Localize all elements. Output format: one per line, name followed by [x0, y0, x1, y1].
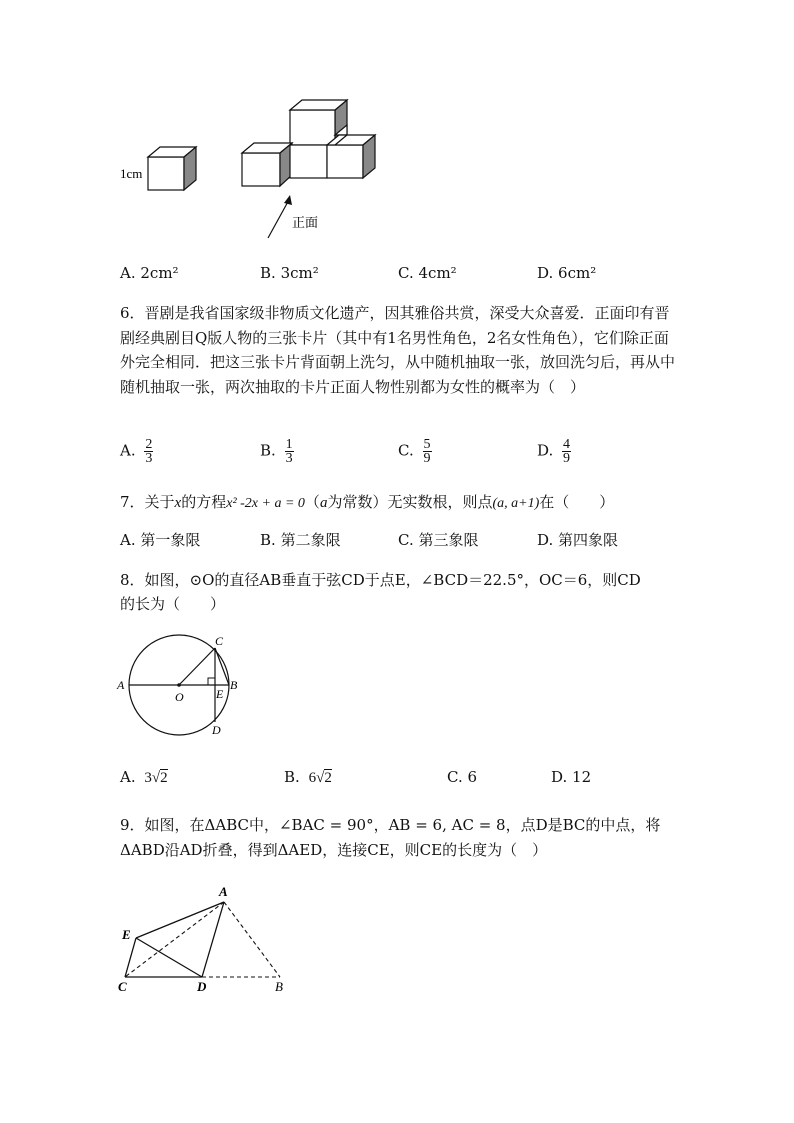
q5-option-c: C. 4cm²: [398, 264, 457, 282]
label-e: E: [122, 927, 131, 942]
label-b: B: [230, 678, 238, 692]
front-label: 正面: [292, 215, 319, 230]
q7-option-d: D. 第四象限: [537, 531, 619, 549]
label-o: O: [175, 690, 184, 704]
q6-option-a: A. $\frac{2}{3}$: [120, 437, 153, 466]
fraction: $\frac{2}{3}$: [145, 437, 153, 466]
q8-option-b: B. 6√2: [284, 768, 332, 786]
unit-label: 1cm: [120, 166, 143, 181]
q5-option-b: B. 3cm²: [260, 264, 319, 282]
q7-option-c: C. 第三象限: [398, 531, 479, 549]
triangle-figure: [112, 882, 297, 997]
q5-option-a: A. 2cm²: [120, 264, 179, 282]
q5-option-d: D. 6cm²: [537, 264, 597, 282]
label-e: E: [216, 687, 224, 701]
front-arrow: [268, 198, 290, 238]
q7-option-b: B. 第二象限: [260, 531, 341, 549]
q7-option-a: A. 第一象限: [120, 531, 201, 549]
stacked-cubes: [242, 100, 375, 186]
label-a: A: [219, 884, 228, 899]
cube-figure: [110, 95, 390, 245]
label-d: D: [197, 979, 207, 994]
fraction: $\frac{5}{9}$: [423, 437, 431, 466]
question-8: 8．如图，⊙O的直径AB垂直于弦CD于点E，∠BCD＝22.5°，OC＝6，则CD 的长为（ ）: [120, 571, 641, 613]
label-b: B: [275, 979, 283, 994]
question-6: 6．晋剧是我省国家级非物质文化遗产，因其雅俗共赏，深受大众喜爱．正面印有晋剧经典剧目Q版人物的三张卡片（其中有1名男性角色，2名女性角色），它们除正面外完全相同．把这三张卡片背面朝上洗匀，从中随机抽取一张，放回洗匀后，再从中随机抽取一张，两次抽取的卡片正面人物性别都为女性的概率为（ ）: [120, 304, 676, 396]
q8-option-d: D. 12: [551, 768, 592, 786]
label-a: A: [117, 678, 125, 692]
fraction: $\frac{4}{9}$: [563, 437, 571, 466]
question-7: 7．关于x的方程x² -2x + a = 0（a为常数）无实数根，则点(a, a+1)在（ ）: [120, 493, 615, 511]
label-d: D: [212, 723, 221, 737]
fraction: $\frac{1}{3}$: [285, 437, 293, 466]
circle-figure: [115, 632, 250, 737]
q6-option-b: B. $\frac{1}{3}$: [260, 437, 293, 466]
label-c: C: [118, 979, 127, 994]
q8-option-c: C. 6: [447, 768, 478, 786]
q6-option-c: C. $\frac{5}{9}$: [398, 437, 431, 466]
label-c: C: [215, 634, 224, 648]
q6-option-d: D. $\frac{4}{9}$: [537, 437, 571, 466]
q8-option-a: A. 3√2: [120, 768, 168, 786]
unit-cube: [148, 147, 196, 190]
question-9: 9．如图，在ΔABC中，∠BAC = 90°，AB = 6, AC = 8，点D是BC的中点，将 ΔABD沿AD折叠，得到ΔAED，连接CE，则CE的长度为（ ）: [120, 816, 661, 859]
